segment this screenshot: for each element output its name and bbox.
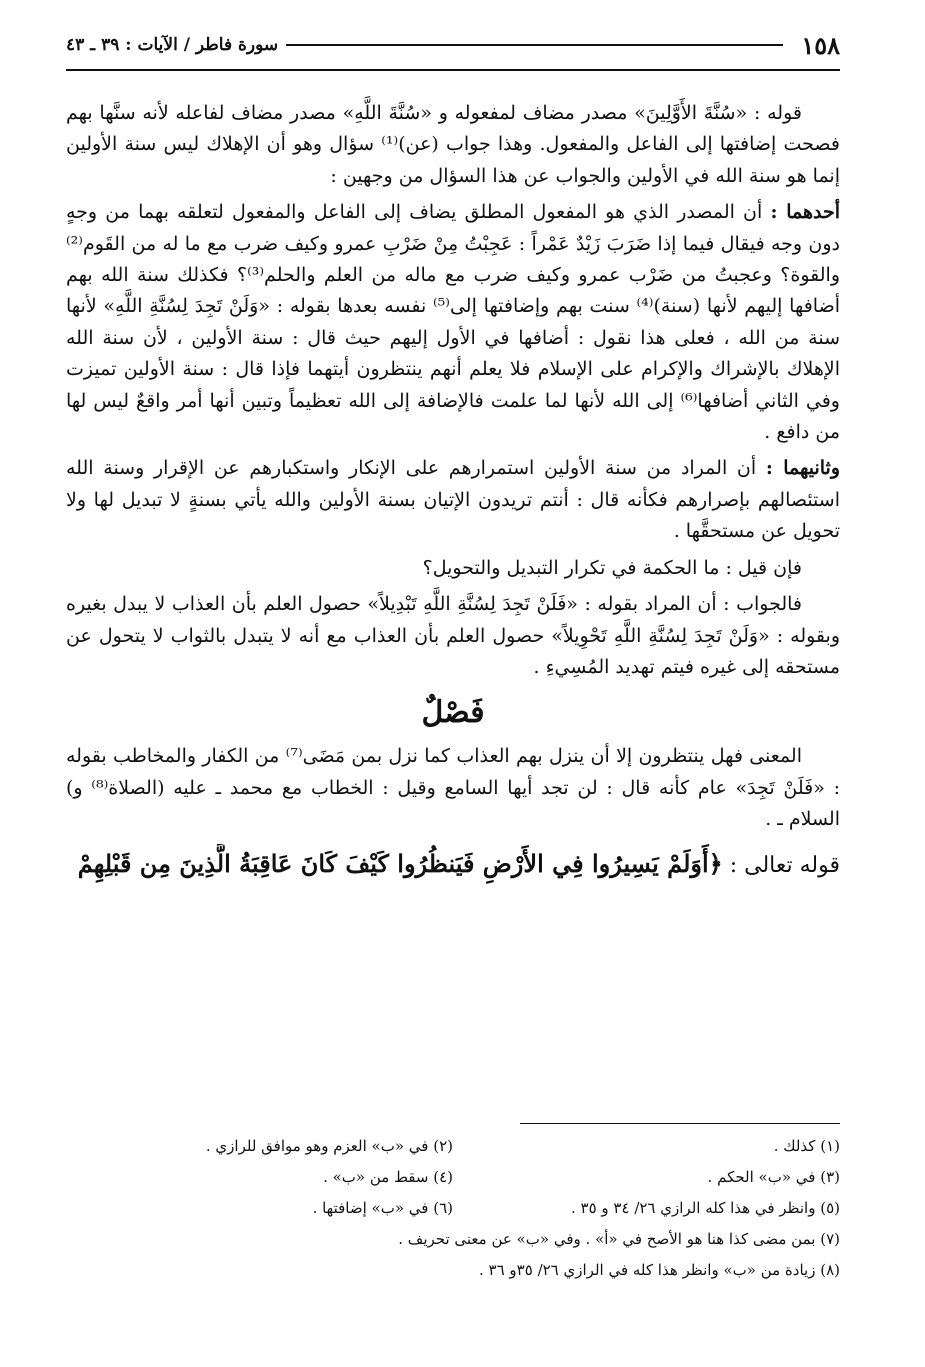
footnote-3: (٣) في «ب» الحكم . [707, 1167, 840, 1186]
section-title: فَصْلٌ [421, 695, 485, 731]
paragraph-1: قوله : «سُنَّةَ الأَوَّلِينَ» مصدر مضاف لمفعوله و «سُنَّةَ اللَّهِ» مصدر مضاف لفاعله لأنه سنَّها بهم فصحت إضافتها إلى الفاعل والمفعول. وهذا جواب (عن)⁽¹⁾ سؤال وهو أن الإهلاك ليس سنة الأولين إنما هو سنة الله في الأولين والجواب عن هذا السؤال من وجهين : [66, 102, 840, 187]
footnote-8: (٨) زيادة من «ب» وانظر هذا كله في الرازي ٢٦/ ٣٥و ٣٦ . [478, 1260, 840, 1279]
paragraph-3-lead: وثانيهما : [765, 457, 841, 480]
footnote-7: (٧) بمن مضى كذا هنا هو الأصح في «أ» . وفي «ب» عن معنى تحريف . [398, 1229, 840, 1248]
page-header [66, 28, 840, 62]
footnote-row [66, 1223, 840, 1254]
page-body [66, 98, 840, 886]
footnotes [66, 1130, 840, 1285]
footnote-row [66, 1130, 840, 1161]
running-title: سورة فاطر / الآيات : ٣٩ ـ ٤٣ [66, 35, 279, 55]
paragraph-5: فالجواب : أن المراد بقوله : «فَلَنْ تَجِدَ لِسُنَّةِ اللَّهِ تَبْدِيلاً» حصول العلم بأن العذاب لا يبدل بغيره وبقوله : «وَلَنْ تَجِدَ لِسُنَّةِ اللَّهِ تَحْوِيلاً» حصول العلم بأن العذاب مع أنه لا يتبدل بالثواب لا يتحول عن مستحقه إلى غيره فيتم تهديد المُسِيءِ . [66, 593, 840, 678]
verse-intro: قوله تعالى : [722, 852, 840, 878]
footnote-row [66, 1161, 840, 1192]
paragraph-4: فإن قيل : ما الحكمة في تكرار التبديل والتحويل؟ [422, 556, 802, 579]
footnote-divider [520, 1123, 840, 1124]
page-number: ١٥٨ [801, 30, 840, 60]
quran-verse: ﴿أَوَلَمْ يَسِيرُوا فِي الأَرْضِ فَيَنظُرُوا كَيْفَ كَانَ عَاقِبَةُ الَّذِينَ مِن قَبْلِهِمْ [77, 848, 723, 878]
footnote-row [66, 1254, 840, 1285]
footnote-2: (٢) في «ب» العزم وهو موافق للرازي . [205, 1136, 453, 1155]
footnote-4: (٤) سقط من «ب» . [323, 1167, 453, 1186]
footnote-5: (٥) وانظر في هذا كله الرازي ٢٦/ ٣٤ و ٣٥ . [570, 1198, 840, 1217]
paragraph-6: المعنى فهل ينتظرون إلا أن ينزل بهم العذاب كما نزل بمن مَضَى⁽⁷⁾ من الكفار والمخاطب بقوله : «فَلَنْ تَجِدَ» عام كأنه قال : لن تجد أيها السامع وقيل : الخطاب مع محمد ـ عليه (الصلاة⁽⁸⁾ و) السلام ـ . [66, 745, 840, 831]
footnote-1: (١) كذلك . [773, 1136, 840, 1155]
paragraph-2-lead: أحدهما : [770, 201, 840, 224]
paragraph-2 [66, 197, 840, 448]
footnote-6: (٦) في «ب» إضافتها . [312, 1198, 453, 1217]
paragraph-3-text: أن المراد من سنة الأولين استمرارهم على الإنكار واستكبارهم عن الإقرار وسنة الله استئصالهم بإصرارهم فكأنه قال : أنتم تريدون الإتيان بسنة الأولين والله يأتي بسنةٍ لا تبديل لها ولا تحويل عن مستحقَّها . [66, 457, 840, 543]
header-rule [286, 44, 783, 46]
footnote-row [66, 1192, 840, 1223]
paragraph-3 [66, 453, 840, 547]
paragraph-2-text: أن المصدر الذي هو المفعول المطلق يضاف إلى الفاعل والمفعول لتعلقه بهما من وجهٍ دون وجه فيقال فيما إذا ضَرَبَ زَيْدٌ عَمْراً : عَجِبْتُ مِنْ ضَرْبِ عمرو وكيف ضرب مع ما له من القَوم⁽²⁾ والقوة؟ وعجبتُ من ضَرْب عمرو وكيف ضرب مع ماله من العلم والحلم⁽³⁾؟ فكذلك سنة الله بهم أضافها إليهم لأنها (سنة)⁽⁴⁾ سنت بهم وإضافتها إلى⁽⁵⁾ نفسه بعدها بقوله : «وَلَنْ تَجِدَ لِسُنَّةِ اللَّهِ» لأنها سنة من الله ، فعلى هذا نقول : أضافها في الأول إليهم حيث قال : سنة الأولين ، لأن سنة الله الإهلاك بالإشراك والإكرام على الإسلام فلا يعلم أنهم ينتظرون أيتهما فإذا قال : سنة الأولين تميزت وفي الثاني أضافها⁽⁶⁾ إلى الله لأنها لما علمت فالإضافة إلى الله تعظيماً وتبين أنها أمر واقعٌ ليس لها من دافع . [66, 201, 841, 444]
verse-line [66, 844, 840, 886]
header-divider [66, 69, 840, 71]
